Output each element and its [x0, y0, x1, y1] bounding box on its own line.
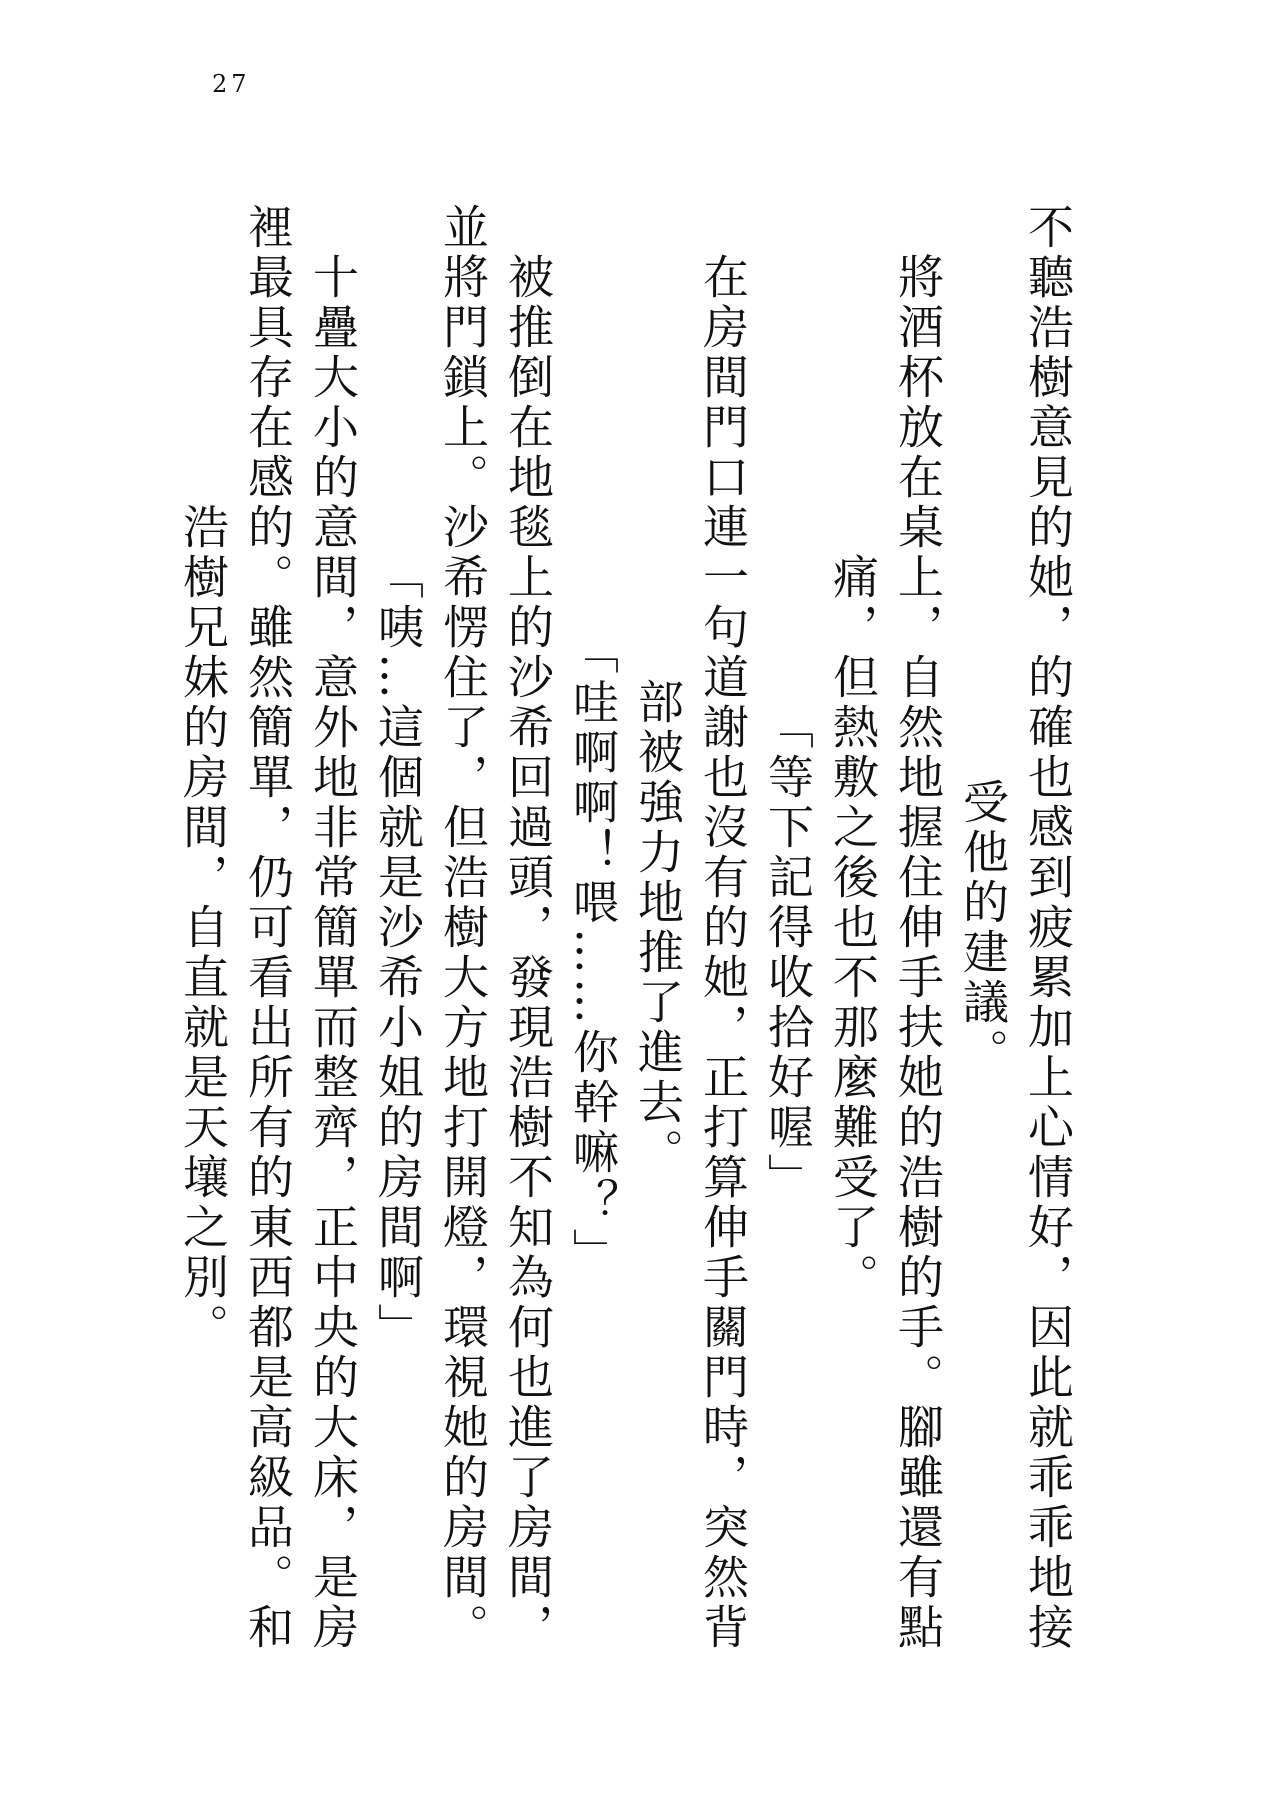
text-column: 並將門鎖上。沙希愣住了，但浩樹大方地打開燈，環視她的房間。: [436, 203, 490, 1653]
page-number: 27: [212, 70, 251, 98]
text-column: 被推倒在地毯上的沙希回過頭，發現浩樹不知為何也進了房間，: [501, 253, 555, 1653]
body-text: [170, 178, 1080, 1678]
text-column: 受他的建議。: [956, 778, 1010, 1078]
text-column: 「等下記得收拾好喔」: [761, 703, 815, 1203]
text-column: 部被強力地推了進去。: [631, 678, 685, 1178]
text-column: 痛，但熱敷之後也不那麼難受了。: [826, 553, 880, 1303]
text-column: 不聽浩樹意見的她，的確也感到疲累加上心情好，因此就乖乖地接: [1021, 203, 1075, 1653]
text-column: 將酒杯放在桌上，自然地握住伸手扶她的浩樹的手。腳雖還有點: [891, 253, 945, 1653]
text-column: 「咦…這個就是沙希小姐的房間啊」: [371, 553, 425, 1353]
text-column: 在房間門口連一句道謝也沒有的她，正打算伸手關門時，突然背: [696, 253, 750, 1653]
text-column: 「哇啊啊！喂……你幹嘛？」: [566, 628, 620, 1278]
text-column: 裡最具存在感的。雖然簡單，仍可看出所有的東西都是高級品。和: [241, 203, 295, 1653]
text-column: 浩樹兄妹的房間，自直就是天壤之別。: [176, 503, 230, 1353]
text-column: 十疊大小的意間，意外地非常簡單而整齊，正中央的大床，是房: [306, 253, 360, 1653]
